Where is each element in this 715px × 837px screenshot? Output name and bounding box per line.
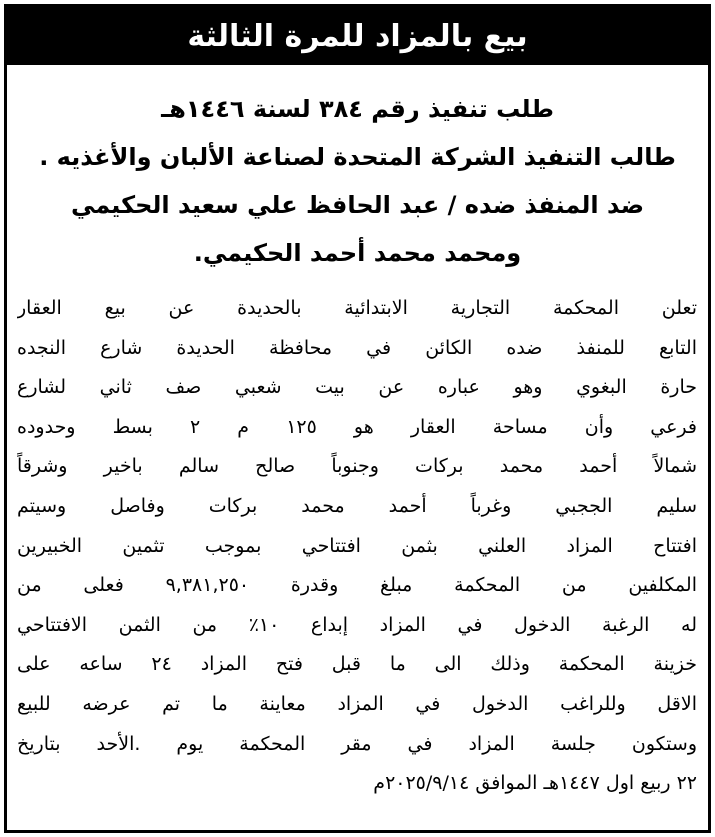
announcement-body	[17, 289, 697, 804]
body-line: التابع للمنفذ ضده الكائن في محافظة الحديدة شارع النجده	[17, 336, 697, 359]
body-line: وستكون جلسة المزاد في مقر المحكمة يوم .الأحد بتاريخ	[17, 732, 697, 755]
announcement-frame	[4, 4, 711, 833]
auction-date-line: ٢٢ ربيع اول ١٤٤٧هـ الموافق ٢٠٢٥/٩/١٤م	[373, 772, 697, 795]
case-headings	[7, 85, 708, 277]
body-line: المكلفين من المحكمة مبلغ وقدرة ٩,٣٨١,٢٥٠ فعلى من	[17, 574, 697, 597]
title-banner	[7, 7, 708, 65]
co-defendant-line: ومحمد محمد أحمد الحكيمي.	[193, 239, 522, 267]
body-line: تعلن المحكمة التجارية الابتدائية بالحديدة عن بيع العقار	[17, 297, 697, 319]
body-line: سليم الججبي وغرباً أحمد محمد بركات وفاصل وسيتم	[17, 494, 697, 517]
body-line: الاقل وللراغب الدخول في المزاد معاينة ما تم عرضه للبيع	[17, 692, 697, 715]
body-line: فرعي وأن مساحة العقار هو ١٢٥ م ٢ بسط وحدوده	[17, 415, 697, 438]
claimant-line: طالب التنفيذ الشركة المتحدة لصناعة الألبان والأغذيه .	[39, 143, 676, 171]
body-line: حارة البغوي وهو عباره عن بيت شعبي صف ثاني لشارع	[17, 376, 697, 399]
body-line: شمالاً أحمد محمد بركات وجنوباً صالح سالم باخير وشرقاً	[17, 455, 697, 478]
body-line: افتتاح المزاد العلني بثمن افتتاحي بموجب تثمين الخبيرين	[17, 534, 697, 557]
body-line: خزينة المحكمة وذلك الى ما قبل فتح المزاد ٢٤ ساعه على	[17, 653, 697, 676]
body-line: له الرغبة الدخول في المزاد إبداع ١٠٪ من الثمن الافتتاحي	[17, 613, 697, 636]
case-number-line: طلب تنفيذ رقم ٣٨٤ لسنة ١٤٤٦هـ	[161, 95, 554, 123]
defendant-line: ضد المنفذ ضده / عبد الحافظ علي سعيد الحكيمي	[70, 191, 645, 219]
announcement-title: بيع بالمزاد للمرة الثالثة	[187, 18, 528, 54]
